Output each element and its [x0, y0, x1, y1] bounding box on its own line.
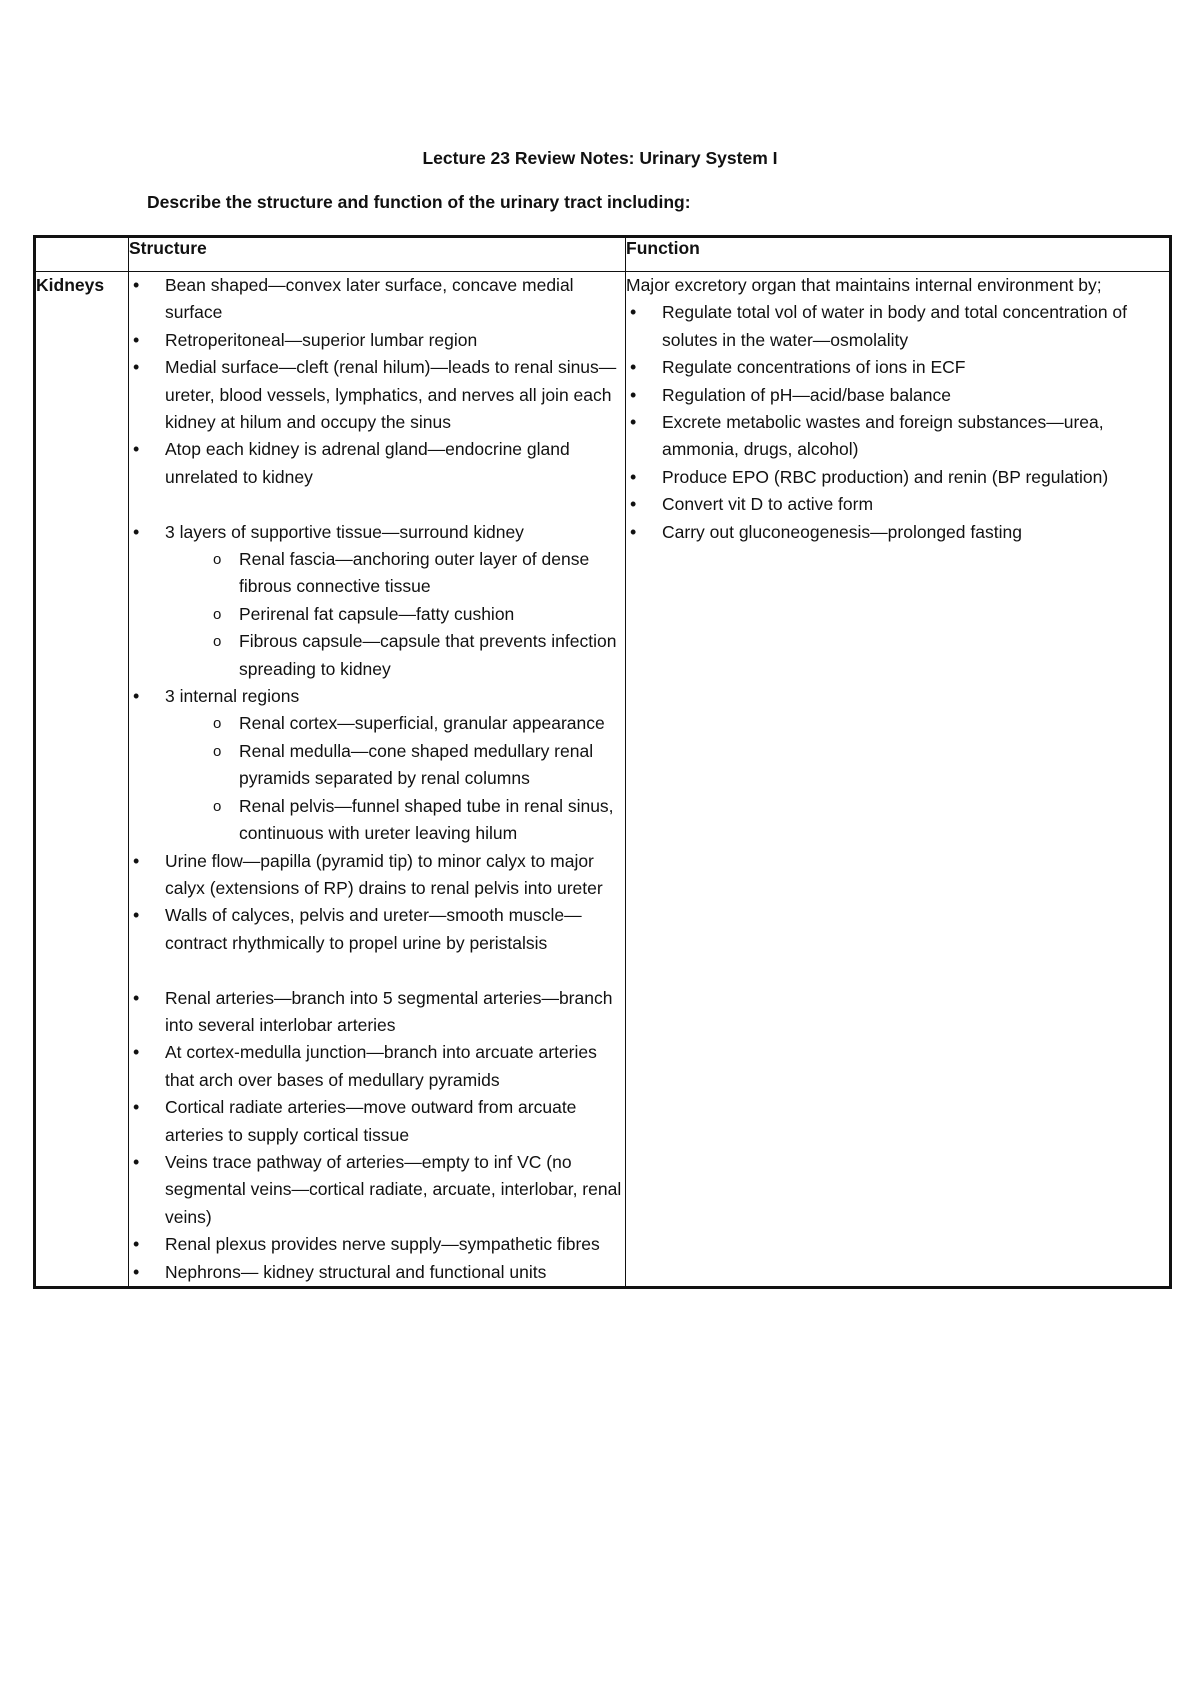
document-title: Lecture 23 Review Notes: Urinary System I: [422, 148, 778, 168]
bullet-item: • Produce EPO (RBC production) and renin (BP regulation): [626, 464, 1169, 491]
bullet-item: • Renal plexus provides nerve supply—sympathetic fibres: [129, 1231, 625, 1258]
document-subtitle: Describe the structure and function of the urinary tract including:: [147, 192, 691, 212]
header-cell-blank: [35, 237, 129, 272]
bullet-item: • Cortical radiate arteries—move outward from arcuate arteries to supply cortical tissue: [129, 1094, 625, 1149]
header-cell-structure: Structure: [129, 237, 626, 272]
function-cell: [626, 272, 1171, 1288]
bullet-item: • Walls of calyces, pelvis and ureter—smooth muscle—contract rhythmically to propel urine by peristalsis: [129, 902, 625, 957]
bullet-item: • Regulation of pH—acid/base balance: [626, 382, 1169, 409]
bullet-item: • Convert vit D to active form: [626, 491, 1169, 518]
bullet-item: • Urine flow—papilla (pyramid tip) to minor calyx to major calyx (extensions of RP) drains to renal pelvis into ureter: [129, 848, 625, 903]
structure-list: [129, 272, 625, 1286]
structure-cell: [129, 272, 626, 1288]
bullet-item: • Atop each kidney is adrenal gland—endocrine gland unrelated to kidney: [129, 436, 625, 491]
sub-bullet-item: o Renal pelvis—funnel shaped tube in renal sinus, continuous with ureter leaving hilum: [129, 793, 625, 848]
sub-bullet-item: o Fibrous capsule—capsule that prevents infection spreading to kidney: [129, 628, 625, 683]
function-intro: Major excretory organ that maintains internal environment by;: [626, 275, 1102, 295]
bullet-item: • 3 internal regions: [129, 683, 625, 710]
sub-bullet-item: o Renal medulla—cone shaped medullary renal pyramids separated by renal columns: [129, 738, 625, 793]
row-label-kidneys: Kidneys: [35, 272, 129, 1288]
bullet-item: • Medial surface—cleft (renal hilum)—leads to renal sinus—ureter, blood vessels, lymphatics, and nerves all join each kidney at hilum and occupy the sinus: [129, 354, 625, 436]
function-list: [626, 299, 1169, 546]
bullet-item: • Veins trace pathway of arteries—empty to inf VC (no segmental veins—cortical radiate, arcuate, interlobar, renal veins): [129, 1149, 625, 1231]
sub-bullet-item: o Perirenal fat capsule—fatty cushion: [129, 601, 625, 628]
sub-bullet-item: o Renal fascia—anchoring outer layer of dense fibrous connective tissue: [129, 546, 625, 601]
bullet-item: • Renal arteries—branch into 5 segmental arteries—branch into several interlobar arteries: [129, 985, 625, 1040]
sub-bullet-item: o Renal cortex—superficial, granular appearance: [129, 710, 625, 737]
bullet-item: • Carry out gluconeogenesis—prolonged fasting: [626, 519, 1169, 546]
bullet-item: • Regulate total vol of water in body and total concentration of solutes in the water—osmolality: [626, 299, 1169, 354]
table-header-row: [35, 237, 1171, 272]
bullet-item: • Excrete metabolic wastes and foreign substances—urea, ammonia, drugs, alcohol): [626, 409, 1169, 464]
header-cell-function: Function: [626, 237, 1171, 272]
bullet-item: • Bean shaped—convex later surface, concave medial surface: [129, 272, 625, 327]
table-row-kidneys: [35, 272, 1171, 1288]
bullet-item: • 3 layers of supportive tissue—surround kidney: [129, 519, 625, 546]
bullet-item: • Retroperitoneal—superior lumbar region: [129, 327, 625, 354]
bullet-item: • Nephrons— kidney structural and functional units: [129, 1259, 625, 1286]
notes-table: [33, 235, 1172, 1289]
bullet-item: • Regulate concentrations of ions in ECF: [626, 354, 1169, 381]
bullet-item: • At cortex-medulla junction—branch into arcuate arteries that arch over bases of medullary pyramids: [129, 1039, 625, 1094]
